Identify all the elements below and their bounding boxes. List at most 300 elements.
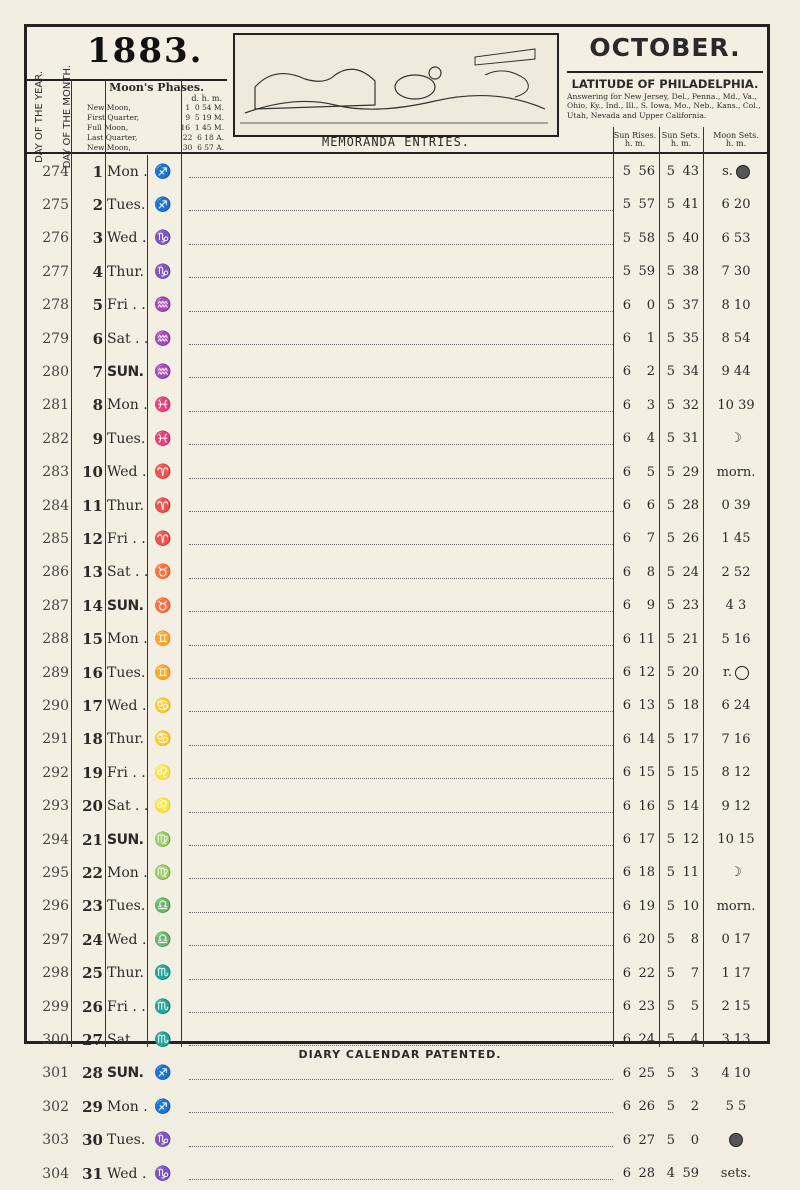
latitude-description: Answering for New Jersey, Del., Penna., Md., Va., Ohio, Ky., Ind., Ill., S. Iowa, Mo., Neb., Kans., Col., Utah, Nevada and Upper California. (567, 92, 761, 120)
sunset-minute: 37 (682, 297, 699, 313)
sunset-minute: 8 (690, 932, 699, 948)
memo-entry-line[interactable] (189, 912, 613, 913)
day-of-month: 15 (82, 630, 103, 649)
sunrise-minute: 1 (646, 331, 655, 346)
day-of-year: 292 (42, 764, 69, 781)
zodiac-sign-icon: ♍ (154, 831, 172, 848)
sunset-hour: 5 (666, 898, 675, 914)
zodiac-sign-icon: ♌ (154, 764, 172, 781)
calendar-row (27, 623, 767, 656)
zodiac-sign-icon: ♏ (154, 1031, 172, 1048)
day-of-month: 20 (82, 797, 103, 816)
full-moon-icon (735, 666, 749, 680)
weekday: Thur. (107, 497, 144, 514)
memo-entry-line[interactable] (189, 511, 613, 512)
day-of-month: 21 (82, 830, 103, 849)
sunrise-hour: 6 (622, 431, 631, 447)
calendar-row (27, 422, 767, 455)
memo-entry-line[interactable] (189, 812, 613, 813)
sunrise-minute: 16 (638, 798, 655, 814)
zodiac-sign-icon: ♎ (154, 931, 172, 948)
moon-phase-row (85, 103, 228, 113)
calendar-row (27, 155, 767, 188)
moon-set-time: 0 17 (721, 932, 751, 948)
day-of-month: 3 (92, 229, 103, 248)
moon-set-time: 6 24 (721, 698, 751, 714)
memo-entry-line[interactable] (189, 711, 613, 712)
calendar-row (27, 522, 767, 555)
sunrise-minute: 24 (638, 1032, 655, 1048)
weekday: Tues. (107, 1132, 146, 1149)
day-of-year: 288 (42, 631, 69, 648)
sunset-minute: 7 (690, 965, 699, 981)
day-of-month: 30 (82, 1131, 103, 1150)
sunrise-minute: 28 (638, 1166, 655, 1181)
sunset-minute: 12 (682, 832, 699, 847)
zodiac-sign-icon: ♏ (154, 965, 172, 982)
memo-entry-line[interactable] (189, 377, 613, 378)
day-of-year-label: DAY OF THE YEAR. (34, 71, 45, 163)
moon-set-time: 1 17 (721, 965, 751, 981)
day-of-year: 277 (42, 263, 69, 280)
memo-entry-line[interactable] (189, 1079, 613, 1080)
sunset-hour: 5 (666, 631, 675, 647)
day-of-month: 10 (82, 463, 103, 482)
day-of-year: 300 (42, 1031, 69, 1048)
illustration-panel (233, 33, 559, 137)
moon-set-time: morn. (716, 464, 756, 480)
weekday: Mon . (107, 1098, 148, 1115)
sunrise-hour: 5 (622, 164, 631, 179)
moon-set-time: 10 15 (717, 832, 755, 847)
memo-entry-line[interactable] (189, 611, 613, 612)
sunrise-hour: 6 (622, 498, 631, 513)
sunrise-hour: 6 (622, 731, 631, 747)
sunset-hour: 5 (666, 1065, 675, 1081)
new-moon-icon (729, 1133, 743, 1147)
sunrise-minute: 58 (638, 230, 655, 246)
memo-entry-line[interactable] (189, 945, 613, 946)
weekday: Tues. (107, 196, 146, 213)
sunset-hour: 5 (666, 999, 675, 1014)
weekday: Mon . (107, 397, 148, 414)
memo-entry-line[interactable] (189, 544, 613, 545)
weekday: Wed . (107, 230, 147, 247)
sunset-hour: 5 (666, 297, 675, 313)
calendar-row (27, 990, 767, 1023)
calendar-row (27, 1090, 767, 1123)
day-of-month: 11 (82, 496, 103, 515)
sunrise-hour: 6 (622, 965, 631, 981)
moon-set-time: 5 5 (725, 1099, 747, 1115)
memo-entry-line[interactable] (189, 1179, 613, 1180)
sunset-minute: 41 (682, 197, 699, 213)
year-title: 1883. (87, 31, 204, 71)
sunset-hour: 5 (666, 932, 675, 948)
memo-entry-line[interactable] (189, 645, 613, 646)
day-of-month: 7 (92, 362, 103, 381)
memo-entry-line[interactable] (189, 444, 613, 445)
sunset-hour: 5 (666, 1099, 675, 1115)
sunset-hour: 5 (666, 965, 675, 981)
rural-scene-illustration (235, 35, 553, 131)
weekday: Tues. (107, 430, 146, 447)
day-of-year: 286 (42, 564, 69, 581)
sunrise-minute: 9 (646, 598, 655, 614)
memo-entry-line[interactable] (189, 411, 613, 412)
sunrise-minute: 2 (646, 364, 655, 380)
sunrise-minute: 13 (638, 698, 655, 714)
sunrise-hour: 6 (622, 765, 631, 781)
calendar-row (27, 456, 767, 489)
sunrise-minute: 12 (638, 665, 655, 680)
memo-entry-line[interactable] (189, 478, 613, 479)
weekday: Wed . (107, 464, 147, 481)
sunrise-minute: 59 (638, 264, 655, 280)
zodiac-sign-icon: ♓ (154, 397, 172, 414)
sunrise-minute: 23 (638, 999, 655, 1014)
weekday: Fri . . (107, 764, 146, 781)
sunset-minute: 38 (682, 264, 699, 280)
sunset-hour: 5 (666, 197, 675, 213)
zodiac-sign-icon: ♋ (154, 697, 172, 714)
calendar-row (27, 723, 767, 756)
moon-phase-row (85, 113, 228, 123)
sunrise-hour: 6 (622, 1065, 631, 1081)
sunset-hour: 5 (666, 832, 675, 847)
calendar-row (27, 188, 767, 221)
sunrise-hour: 6 (622, 598, 631, 614)
zodiac-sign-icon: ♉ (154, 564, 172, 581)
day-of-year: 285 (42, 530, 69, 547)
sunset-hour: 5 (666, 164, 675, 179)
sunset-hour: 5 (666, 564, 675, 580)
sunrise-minute: 27 (638, 1132, 655, 1148)
day-of-month: 8 (92, 396, 103, 415)
sunrise-hour: 6 (622, 865, 631, 881)
moon-phase-row (85, 133, 228, 143)
moon-phase-time: 16 1 45 M. (180, 123, 224, 132)
moon-set-time: r. (705, 656, 767, 689)
sunrise-minute: 56 (638, 164, 655, 179)
memo-entry-line[interactable] (189, 845, 613, 846)
calendar-row (27, 656, 767, 689)
zodiac-sign-icon: ♒ (154, 363, 172, 380)
sunset-minute: 4 (690, 1032, 699, 1048)
sunset-minute: 24 (682, 564, 699, 580)
zodiac-sign-icon: ♒ (154, 330, 172, 347)
zodiac-sign-icon: ♈ (154, 530, 172, 547)
sunrise-minute: 25 (638, 1065, 655, 1081)
sunrise-hour: 6 (622, 331, 631, 346)
day-of-month: 27 (82, 1030, 103, 1049)
sunrise-minute: 4 (646, 431, 655, 447)
sunset-minute: 35 (682, 331, 699, 346)
zodiac-sign-icon: ♈ (154, 497, 172, 514)
day-of-year: 279 (42, 330, 69, 347)
sunset-minute: 2 (690, 1099, 699, 1115)
sun-sets-header: Sun Sets. h. m. (661, 131, 701, 148)
sunset-minute: 59 (682, 1166, 699, 1181)
day-of-month: 14 (82, 596, 103, 615)
day-of-month: 5 (92, 296, 103, 315)
sunset-hour: 5 (666, 1032, 675, 1048)
latitude-title: LATITUDE OF PHILADELPHIA. (571, 77, 759, 91)
moon-phase-time: 1 0 54 M. (185, 103, 224, 112)
sunset-minute: 20 (682, 665, 699, 680)
calendar-row (27, 222, 767, 255)
moon-set-time: 9 12 (721, 798, 751, 814)
day-of-month: 25 (82, 964, 103, 983)
calendar-row (27, 1057, 767, 1090)
sunset-hour: 5 (666, 865, 675, 881)
memo-entry-line[interactable] (189, 878, 613, 879)
day-of-year: 297 (42, 931, 69, 948)
sunset-hour: 5 (666, 765, 675, 781)
weekday: Sat . . (107, 1031, 149, 1048)
zodiac-sign-icon: ♒ (154, 297, 172, 314)
day-of-year: 293 (42, 798, 69, 815)
moon-set-time: ☽ (730, 431, 742, 447)
sunrise-hour: 6 (622, 1166, 631, 1181)
sunset-minute: 28 (682, 498, 699, 513)
memo-entry-line[interactable] (189, 244, 613, 245)
sunset-hour: 5 (666, 598, 675, 614)
memo-entry-line[interactable] (189, 1112, 613, 1113)
weekday: SUN. (107, 831, 144, 848)
moon-sets-header: Moon Sets. h. m. (713, 131, 759, 148)
zodiac-sign-icon: ♍ (154, 864, 172, 881)
sunset-minute: 10 (682, 898, 699, 914)
sunset-hour: 5 (666, 531, 675, 547)
sunset-minute: 11 (682, 865, 699, 881)
day-of-month: 4 (92, 262, 103, 281)
zodiac-sign-icon: ♐ (154, 163, 172, 180)
calendar-row (27, 1124, 767, 1157)
day-of-year: 280 (42, 363, 69, 380)
day-of-year: 295 (42, 864, 69, 881)
day-of-year: 304 (42, 1165, 69, 1182)
sunrise-minute: 6 (646, 498, 655, 513)
day-of-month: 13 (82, 563, 103, 582)
day-of-year: 303 (42, 1132, 69, 1149)
weekday: Mon . (107, 163, 148, 180)
calendar-row (27, 255, 767, 288)
sunset-hour: 5 (666, 665, 675, 680)
calendar-row (27, 556, 767, 589)
sunset-minute: 43 (682, 164, 699, 179)
sunrise-minute: 14 (638, 731, 655, 747)
moon-phase-name: New Moon, (87, 143, 131, 152)
sunrise-minute: 22 (638, 965, 655, 981)
zodiac-sign-icon: ♑ (154, 230, 172, 247)
memo-entry-line[interactable] (189, 277, 613, 278)
memo-entry-line[interactable] (189, 311, 613, 312)
sunset-minute: 18 (682, 698, 699, 714)
memo-entry-line[interactable] (189, 210, 613, 211)
memo-entry-line[interactable] (189, 177, 613, 178)
day-of-year: 274 (42, 163, 69, 180)
sunrise-hour: 6 (622, 397, 631, 413)
calendar-row (27, 1157, 767, 1190)
sunset-hour: 5 (666, 798, 675, 814)
memo-entry-line[interactable] (189, 678, 613, 679)
moon-phases-title: Moon's Phases. (109, 81, 204, 94)
moon-set-time (705, 1124, 767, 1157)
sunrise-minute: 20 (638, 932, 655, 948)
sunrise-minute: 5 (646, 464, 655, 480)
weekday: SUN. (107, 363, 144, 380)
memo-entry-line[interactable] (189, 745, 613, 746)
sunrise-hour: 6 (622, 364, 631, 380)
day-of-month: 24 (82, 930, 103, 949)
day-of-year: 299 (42, 998, 69, 1015)
sunset-minute: 26 (682, 531, 699, 547)
zodiac-sign-icon: ♈ (154, 464, 172, 481)
zodiac-sign-icon: ♎ (154, 898, 172, 915)
sunrise-minute: 3 (646, 397, 655, 413)
day-of-year: 289 (42, 664, 69, 681)
day-of-year: 298 (42, 965, 69, 982)
sunrise-minute: 15 (638, 765, 655, 781)
sunrise-hour: 6 (622, 1099, 631, 1115)
moon-set-time: 2 15 (721, 999, 751, 1014)
memo-entry-line[interactable] (189, 778, 613, 779)
moon-set-time: 4 3 (725, 598, 747, 614)
moon-set-time: 10 39 (717, 397, 755, 413)
weekday: Fri . . (107, 297, 146, 314)
sunset-minute: 3 (690, 1065, 699, 1081)
sunrise-minute: 19 (638, 898, 655, 914)
sunrise-hour: 6 (622, 631, 631, 647)
day-of-month: 26 (82, 997, 103, 1016)
day-of-year: 281 (42, 397, 69, 414)
moon-set-time: sets. (720, 1166, 752, 1181)
moon-set-time: 8 12 (721, 765, 751, 781)
day-of-year: 294 (42, 831, 69, 848)
sunset-minute: 21 (682, 631, 699, 647)
moon-set-time: 0 39 (721, 498, 751, 513)
weekday: Sat . . (107, 798, 149, 815)
day-of-year: 287 (42, 597, 69, 614)
weekday: Thur. (107, 965, 144, 982)
sunset-minute: 29 (682, 464, 699, 480)
memo-entry-line[interactable] (189, 979, 613, 980)
zodiac-sign-icon: ♑ (154, 263, 172, 280)
weekday: SUN. (107, 1065, 144, 1082)
calendar-row (27, 289, 767, 322)
memo-entry-line[interactable] (189, 1146, 613, 1147)
memoranda-title: MEMORANDA ENTRIES. (321, 135, 471, 149)
moon-set-time: 6 53 (721, 230, 751, 246)
zodiac-sign-icon: ♋ (154, 731, 172, 748)
day-of-year: 282 (42, 430, 69, 447)
sunrise-hour: 6 (622, 564, 631, 580)
sunrise-hour: 6 (622, 297, 631, 313)
weekday: Thur. (107, 263, 144, 280)
weekday: Thur. (107, 731, 144, 748)
sunrise-hour: 6 (622, 698, 631, 714)
day-of-month: 29 (82, 1097, 103, 1116)
sunrise-hour: 6 (622, 665, 631, 680)
weekday: Wed . (107, 1165, 147, 1182)
sunset-minute: 15 (682, 765, 699, 781)
sunset-minute: 14 (682, 798, 699, 814)
sunrise-hour: 6 (622, 932, 631, 948)
moon-set-time: 8 10 (721, 297, 751, 313)
sunset-hour: 5 (666, 397, 675, 413)
calendar-row (27, 923, 767, 956)
moon-set-time: ☽ (730, 865, 742, 881)
zodiac-sign-icon: ♐ (154, 196, 172, 213)
moon-set-time: morn. (716, 898, 756, 914)
day-of-year: 275 (42, 196, 69, 213)
memo-entry-line[interactable] (189, 1012, 613, 1013)
weekday: Tues. (107, 664, 146, 681)
memo-entry-line[interactable] (189, 578, 613, 579)
calendar-row (27, 756, 767, 789)
day-of-month-label: DAY OF THE MONTH. (62, 65, 73, 169)
sunrise-hour: 5 (622, 230, 631, 246)
moon-set-time: 3 13 (721, 1032, 751, 1048)
moon-phases-units: d. h. m. (191, 94, 222, 103)
calendar-row (27, 489, 767, 522)
day-of-month: 16 (82, 663, 103, 682)
sunrise-minute: 18 (638, 865, 655, 881)
zodiac-sign-icon: ♏ (154, 998, 172, 1015)
sunrise-hour: 6 (622, 832, 631, 847)
sunset-hour: 5 (666, 264, 675, 280)
sunrise-minute: 8 (646, 564, 655, 580)
calendar-row (27, 389, 767, 422)
zodiac-sign-icon: ♑ (154, 1165, 172, 1182)
sunrise-hour: 5 (622, 197, 631, 213)
sunrise-hour: 6 (622, 464, 631, 480)
day-of-month: 2 (92, 195, 103, 214)
moon-phase-name: New Moon, (87, 103, 131, 112)
moon-set-time: 7 16 (721, 731, 751, 747)
weekday: Mon . (107, 864, 148, 881)
day-of-year: 301 (42, 1065, 69, 1082)
day-of-month: 6 (92, 329, 103, 348)
weekday: Wed . (107, 931, 147, 948)
calendar-row (27, 957, 767, 990)
sunrise-hour: 6 (622, 999, 631, 1014)
day-of-month: 19 (82, 763, 103, 782)
sunset-hour: 5 (666, 230, 675, 246)
calendar-row (27, 890, 767, 923)
sunset-minute: 0 (690, 1132, 699, 1148)
day-of-year: 276 (42, 230, 69, 247)
day-of-year: 296 (42, 898, 69, 915)
moon-phase-name: First Quarter, (87, 113, 140, 122)
sunset-minute: 40 (682, 230, 699, 246)
calendar-row (27, 790, 767, 823)
moon-phase-time: 22 6 18 A. (182, 133, 224, 142)
calendar-row (27, 689, 767, 722)
zodiac-sign-icon: ♑ (154, 1132, 172, 1149)
month-rule (567, 71, 763, 73)
weekday: Wed . (107, 697, 147, 714)
moon-phase-row (85, 143, 228, 153)
sunset-hour: 5 (666, 431, 675, 447)
memo-entry-line[interactable] (189, 1045, 613, 1046)
moon-set-time: 7 30 (721, 264, 751, 280)
memo-entry-line[interactable] (189, 344, 613, 345)
day-of-year: 291 (42, 731, 69, 748)
moon-phase-time: 9 5 19 M. (185, 113, 224, 122)
sunrise-minute: 17 (638, 832, 655, 847)
